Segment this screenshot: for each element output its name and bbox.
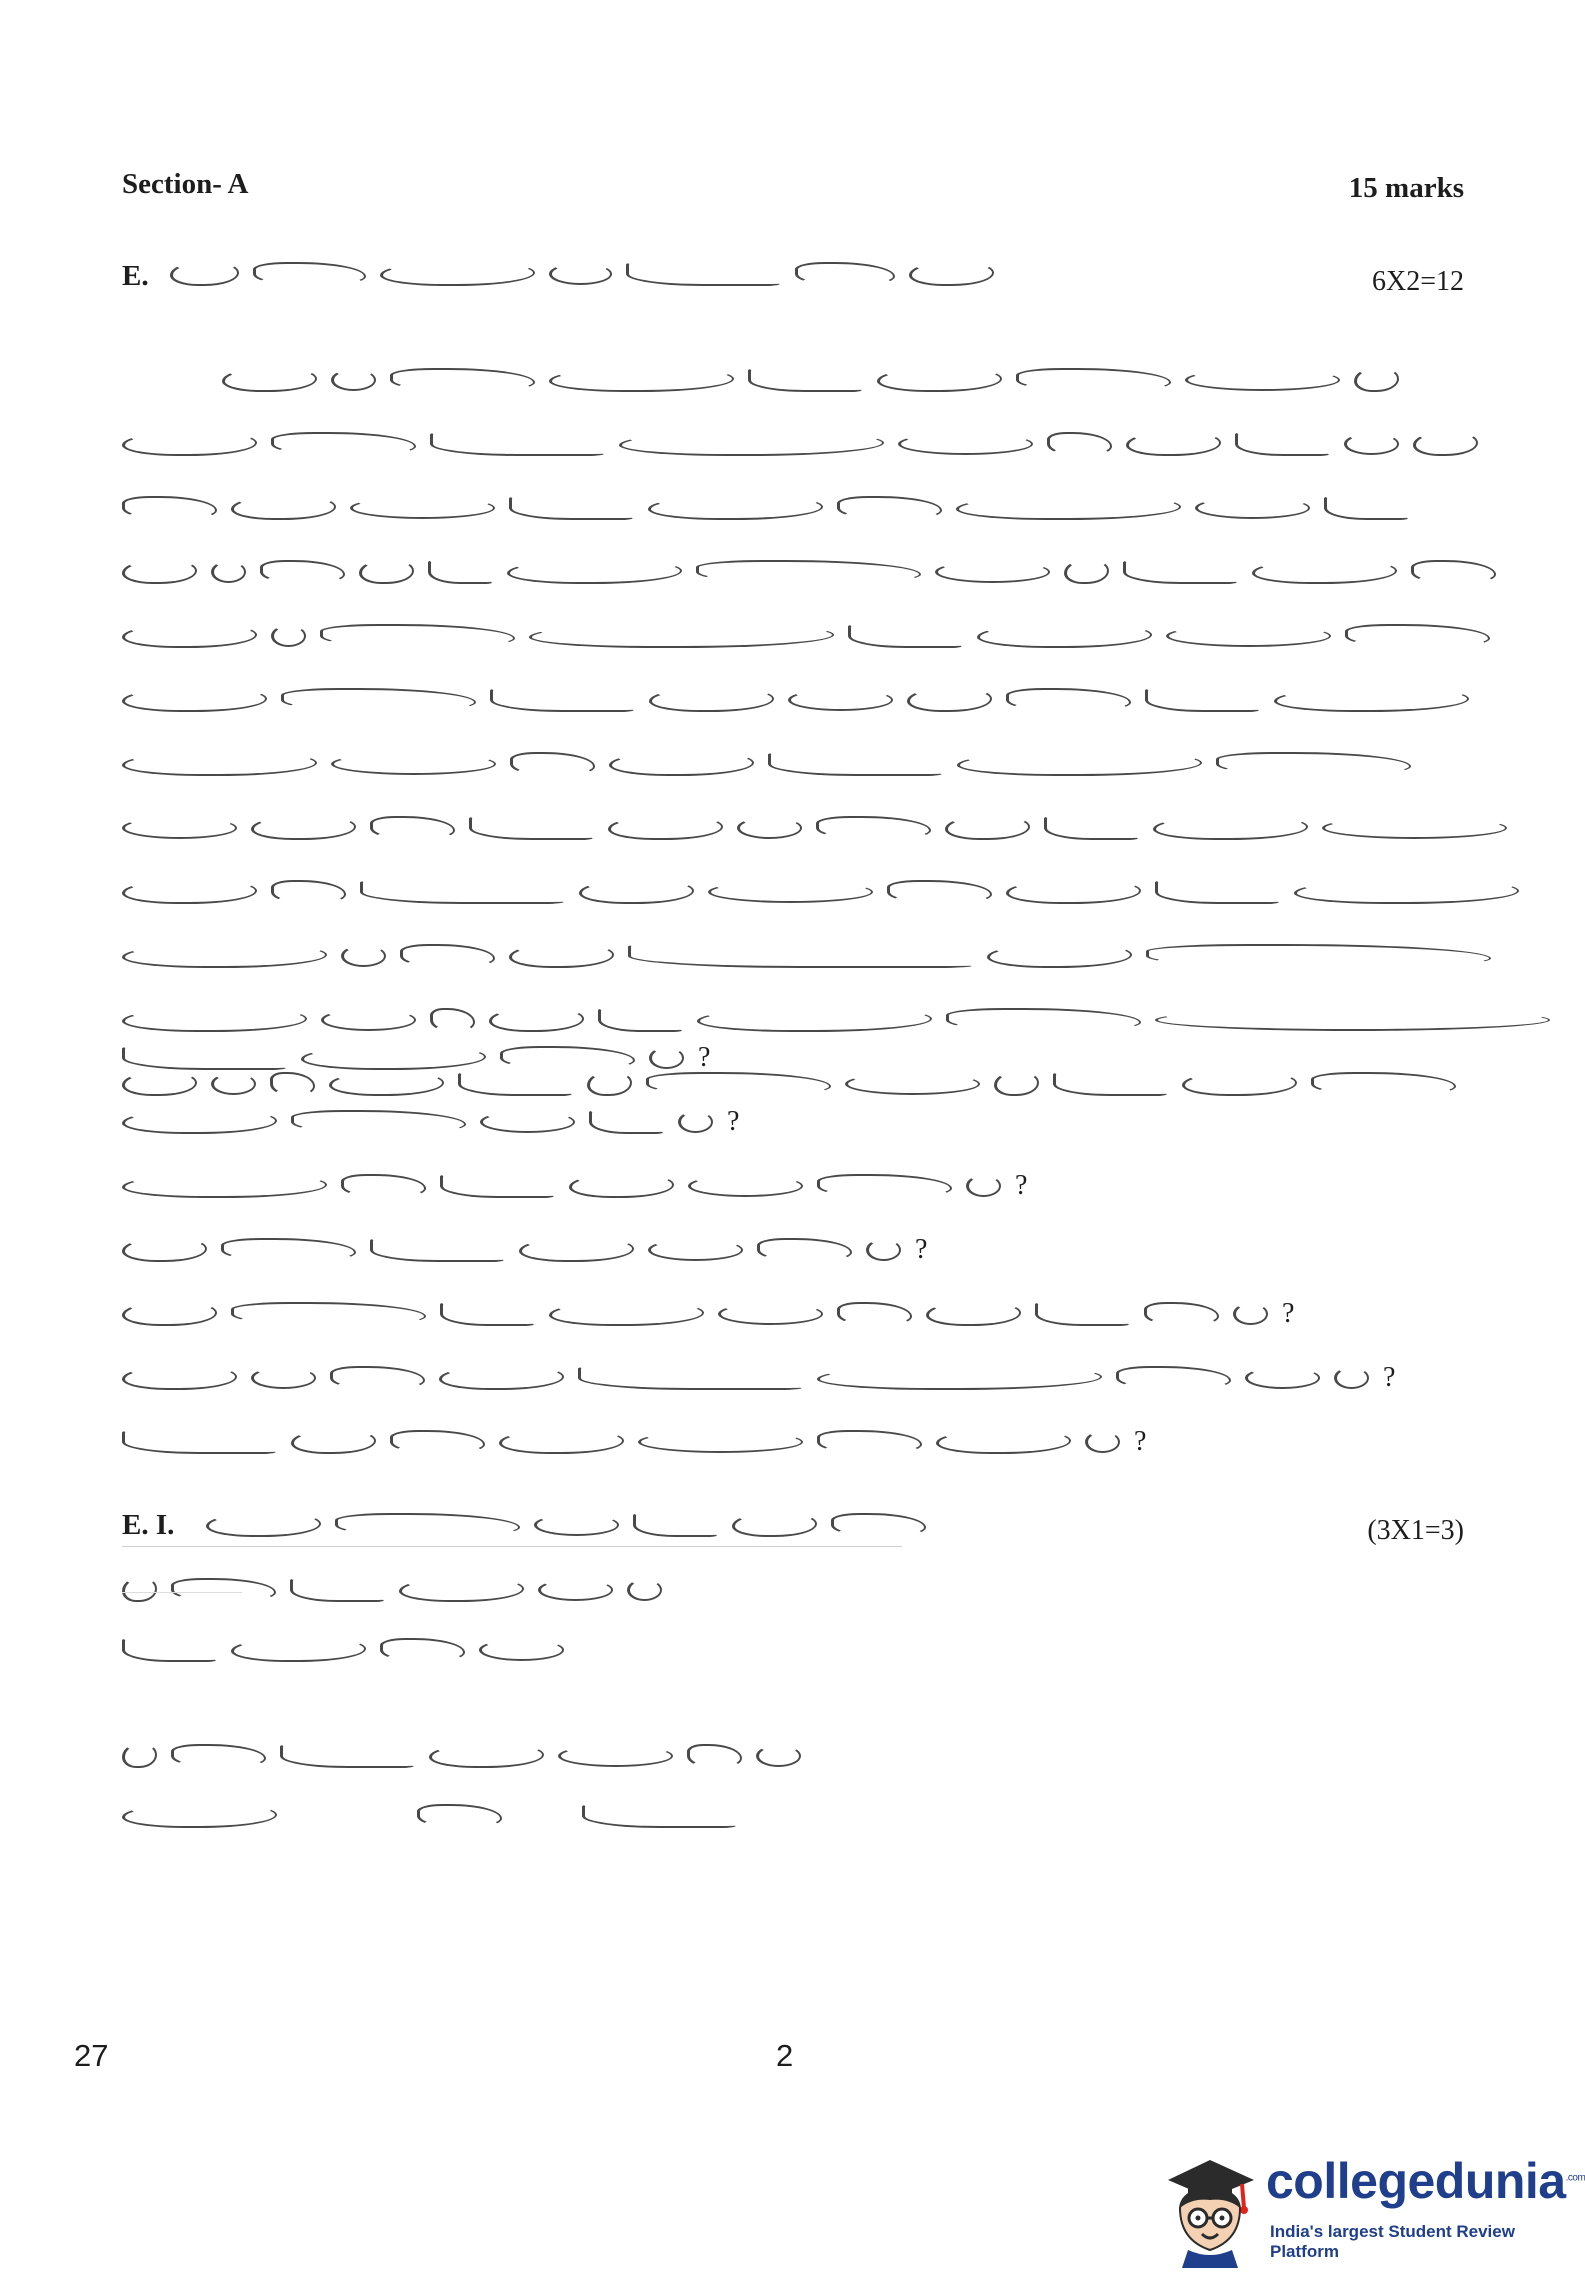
- section-header: [122, 168, 1464, 208]
- section-title: Section- A: [122, 168, 249, 200]
- subquestion-6: ?: [122, 1346, 1464, 1410]
- item-1-question: [122, 1560, 1464, 1620]
- question-2-prompt-script: [206, 1513, 1036, 1537]
- subquestion-7: ?: [122, 1410, 1464, 1474]
- passage-script: [122, 348, 1464, 1116]
- subquestion-2: ?: [122, 1090, 1464, 1154]
- subquestion-3: ?: [122, 1154, 1464, 1218]
- item-2-question: [122, 1726, 1464, 1786]
- question-1-prompt-script: [170, 262, 1120, 286]
- question-1-subquestions: [122, 1026, 1464, 1474]
- graduate-avatar-icon: [1158, 2138, 1270, 2268]
- brand-suffix: .com: [1565, 2172, 1585, 2184]
- brand-tagline: India's largest Student Review Platform: [1270, 2222, 1515, 2261]
- subquestion-1: ?: [122, 1026, 1464, 1090]
- question-2-number: E. I.: [122, 1509, 175, 1541]
- brand-name: collegedunia$^{.com}$: [1266, 2153, 1585, 2209]
- underline-small: [122, 1592, 242, 1593]
- question-1-marks: 6X2=12: [1371, 266, 1464, 297]
- subquestion-5: ?: [122, 1282, 1464, 1346]
- section-marks: 15 marks: [1348, 172, 1464, 204]
- item-1-options: [122, 1620, 1464, 1680]
- question-2-marks: (3X1=3): [1367, 1515, 1464, 1546]
- underline: [122, 1546, 902, 1547]
- page-number: 2: [776, 2038, 794, 2073]
- question-2-items: [122, 1560, 1464, 1846]
- footer-left-number: 27: [74, 2038, 109, 2073]
- question-1-header: [122, 258, 1464, 304]
- brand-watermark: [1158, 2138, 1585, 2278]
- question-1-number: E.: [122, 260, 149, 292]
- item-2-options: [122, 1786, 1464, 1846]
- subquestion-4: ?: [122, 1218, 1464, 1282]
